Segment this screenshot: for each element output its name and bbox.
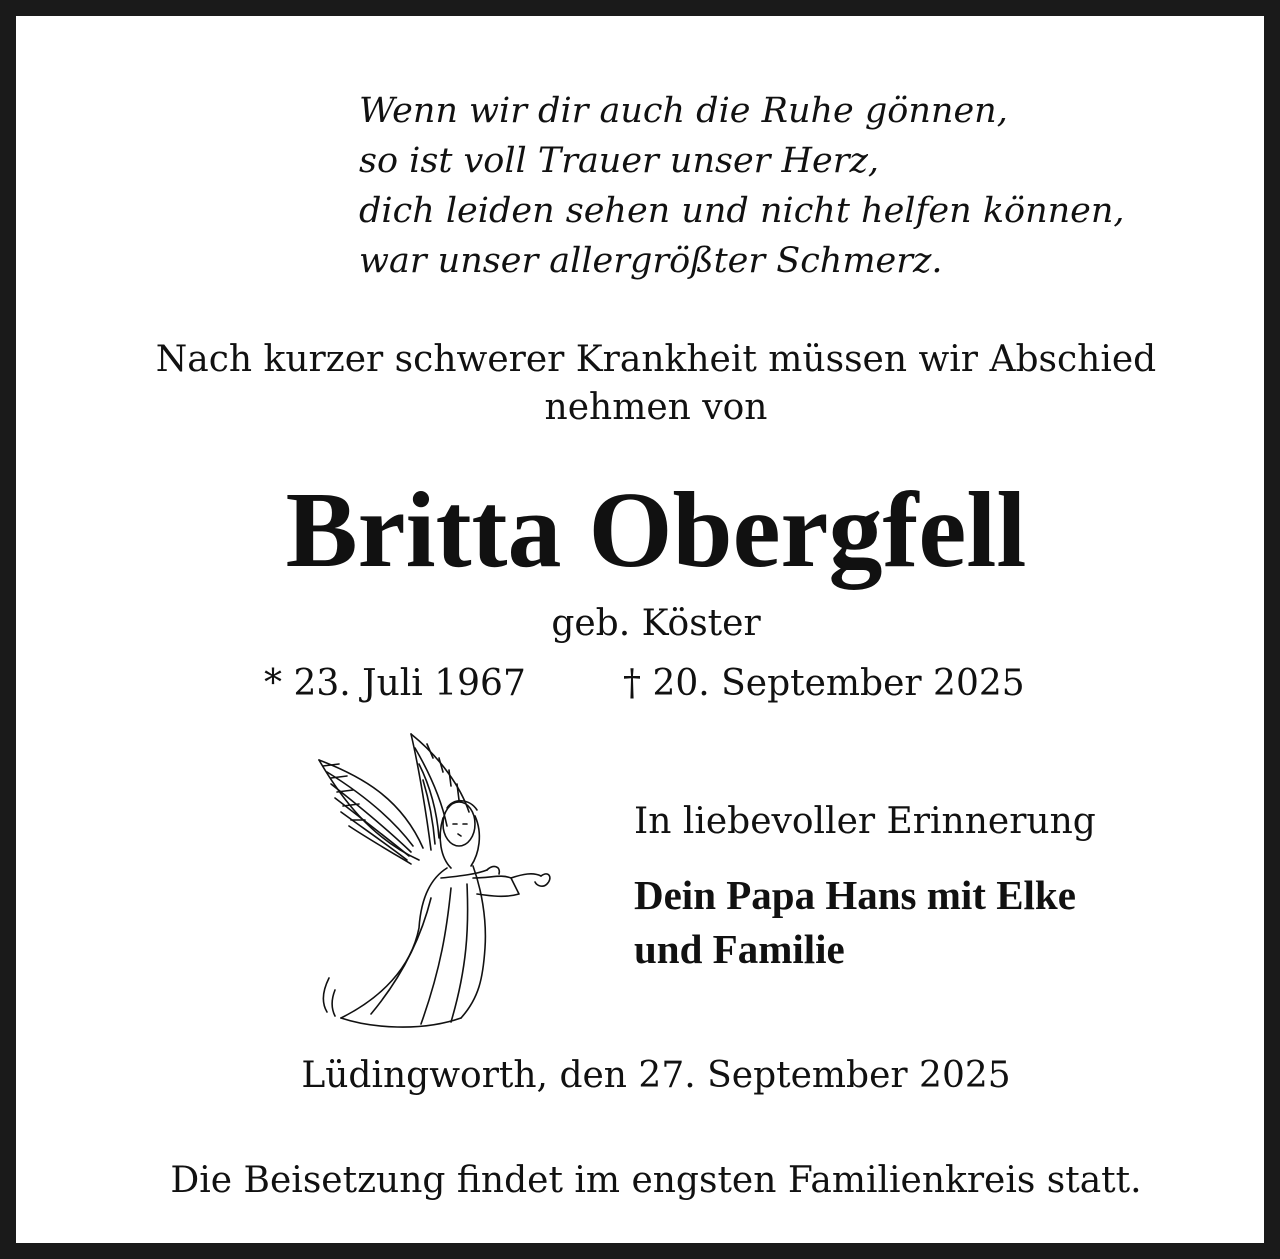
poem-line: dich leiden sehen und nicht helfen können, <box>359 191 1125 231</box>
poem-line: war unser allergrößter Schmerz. <box>359 241 943 281</box>
poem <box>359 86 1125 286</box>
mourners-line: und Familie <box>634 926 845 972</box>
deceased-name: Britta Obergfell <box>285 471 1027 590</box>
intro-line: nehmen von <box>544 387 768 428</box>
mourners-names <box>634 868 1076 976</box>
birth-date: * 23. Juli 1967 <box>264 663 526 704</box>
intro-line: Nach kurzer schwerer Krankheit müssen wir Abschied <box>155 339 1157 380</box>
poem-line: so ist voll Trauer unser Herz, <box>359 141 880 181</box>
memory-text: In liebevoller Erinnerung <box>634 801 1096 842</box>
poem-line: Wenn wir dir auch die Ruhe gönnen, <box>359 91 1008 131</box>
angel-icon <box>301 728 561 1038</box>
death-date: † 20. September 2025 <box>623 663 1025 704</box>
place-and-date: Lüdingworth, den 27. September 2025 <box>301 1055 1011 1096</box>
intro-text <box>16 336 1280 432</box>
maiden-name: geb. Köster <box>551 603 761 644</box>
mourners-line: Dein Papa Hans mit Elke <box>634 872 1076 918</box>
burial-note: Die Beisetzung findet im engsten Familienkreis statt. <box>170 1160 1142 1201</box>
